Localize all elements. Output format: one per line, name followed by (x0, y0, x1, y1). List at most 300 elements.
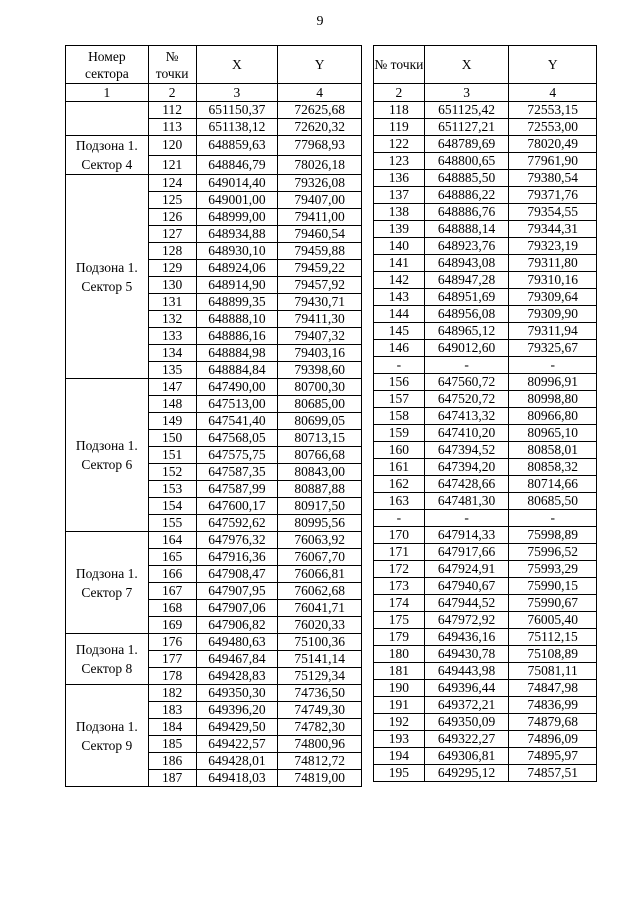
y-value: - (509, 357, 597, 374)
point-no: 183 (148, 702, 196, 719)
y-value: 80887,88 (278, 481, 362, 498)
y-value: 74800,96 (278, 736, 362, 753)
point-no: 151 (148, 447, 196, 464)
table-row (374, 476, 597, 493)
y-value: 80858,32 (509, 459, 597, 476)
x-value: 649306,81 (424, 748, 509, 765)
x-value: 649322,27 (424, 731, 509, 748)
point-no: 192 (374, 714, 425, 731)
point-no: 164 (148, 532, 196, 549)
table-row (66, 175, 362, 192)
point-no: 190 (374, 680, 425, 697)
x-value: 648884,84 (196, 362, 278, 379)
x-value: 647592,62 (196, 515, 278, 532)
y-value: 74782,30 (278, 719, 362, 736)
point-no: 140 (374, 238, 425, 255)
x-value: 647917,66 (424, 544, 509, 561)
x-value: 649295,12 (424, 765, 509, 782)
x-value: 647490,00 (196, 379, 278, 396)
x-value: 647413,32 (424, 408, 509, 425)
x-value: 649350,30 (196, 685, 278, 702)
x-value: 647394,20 (424, 459, 509, 476)
sector-label: Подзона 1. Сектор 9 (66, 685, 149, 787)
col-number: 3 (196, 84, 278, 102)
y-value: 76062,68 (278, 583, 362, 600)
x-value: 648789,69 (424, 136, 509, 153)
y-value: 75993,29 (509, 561, 597, 578)
point-no: 176 (148, 634, 196, 651)
x-value: 648951,69 (424, 289, 509, 306)
x-value: 648888,10 (196, 311, 278, 328)
y-value: 79311,80 (509, 255, 597, 272)
point-no: - (374, 510, 425, 527)
point-no: 143 (374, 289, 425, 306)
table-row (374, 374, 597, 391)
point-no: 193 (374, 731, 425, 748)
point-no: 179 (374, 629, 425, 646)
point-no: 112 (148, 102, 196, 119)
y-value: 74812,72 (278, 753, 362, 770)
y-value: 79407,00 (278, 192, 362, 209)
sector-label (66, 102, 149, 136)
point-no: 195 (374, 765, 425, 782)
y-value: 76020,33 (278, 617, 362, 634)
point-no: 159 (374, 425, 425, 442)
table-row (66, 102, 362, 119)
y-value: 79407,32 (278, 328, 362, 345)
y-value: 79411,30 (278, 311, 362, 328)
y-value: 80714,66 (509, 476, 597, 493)
page-number: 9 (316, 14, 324, 29)
x-value: 648846,79 (196, 155, 278, 175)
point-no: 149 (148, 413, 196, 430)
y-value: 72620,32 (278, 119, 362, 136)
point-no: 133 (148, 328, 196, 345)
x-value: 648914,90 (196, 277, 278, 294)
y-value: 75998,89 (509, 527, 597, 544)
x-value: 648965,12 (424, 323, 509, 340)
point-no: 113 (148, 119, 196, 136)
y-value: 80966,80 (509, 408, 597, 425)
point-no: 119 (374, 119, 425, 136)
point-no: 120 (148, 136, 196, 156)
y-value: 74847,98 (509, 680, 597, 697)
table-row (374, 561, 597, 578)
y-value: 72553,15 (509, 102, 597, 119)
y-value: 79310,16 (509, 272, 597, 289)
x-value: 648886,76 (424, 204, 509, 221)
sector-label: Подзона 1. Сектор 7 (66, 532, 149, 634)
x-value: 649429,50 (196, 719, 278, 736)
x-value: 648956,08 (424, 306, 509, 323)
col-number: 3 (424, 84, 509, 102)
x-value: 649012,60 (424, 340, 509, 357)
x-value: 647575,75 (196, 447, 278, 464)
table-row (66, 685, 362, 702)
point-no: 127 (148, 226, 196, 243)
y-value: 74895,97 (509, 748, 597, 765)
x-value: 649480,63 (196, 634, 278, 651)
x-value: 649436,16 (424, 629, 509, 646)
table-row (374, 646, 597, 663)
x-value: 648886,22 (424, 187, 509, 204)
point-no: 125 (148, 192, 196, 209)
y-value: 80965,10 (509, 425, 597, 442)
x-value: 648934,88 (196, 226, 278, 243)
y-value: 79380,54 (509, 170, 597, 187)
x-value: 647394,52 (424, 442, 509, 459)
y-value: 80995,56 (278, 515, 362, 532)
x-value: 648886,16 (196, 328, 278, 345)
y-value: 80685,00 (278, 396, 362, 413)
point-no: 182 (148, 685, 196, 702)
point-no: 134 (148, 345, 196, 362)
point-no: 130 (148, 277, 196, 294)
table-row (374, 238, 597, 255)
x-value: 649430,78 (424, 646, 509, 663)
col-number: 1 (66, 84, 149, 102)
point-no: 158 (374, 408, 425, 425)
table-row (374, 187, 597, 204)
y-value: 80699,05 (278, 413, 362, 430)
y-value: 74736,50 (278, 685, 362, 702)
table-row (374, 340, 597, 357)
point-no: 166 (148, 566, 196, 583)
point-no: 139 (374, 221, 425, 238)
point-no: 178 (148, 668, 196, 685)
point-no: 163 (374, 493, 425, 510)
x-value: 649422,57 (196, 736, 278, 753)
x-value: 648884,98 (196, 345, 278, 362)
y-value: 79325,67 (509, 340, 597, 357)
point-no: 146 (374, 340, 425, 357)
y-value: 79430,71 (278, 294, 362, 311)
y-value: 79457,92 (278, 277, 362, 294)
table-row (374, 595, 597, 612)
table-row (374, 323, 597, 340)
y-value: 75129,34 (278, 668, 362, 685)
y-value: 80700,30 (278, 379, 362, 396)
table-row (66, 379, 362, 396)
y-value: 79459,88 (278, 243, 362, 260)
y-value: 79344,31 (509, 221, 597, 238)
table-row (66, 634, 362, 651)
point-no: 175 (374, 612, 425, 629)
point-no: 135 (148, 362, 196, 379)
table-row (374, 391, 597, 408)
point-no: 122 (374, 136, 425, 153)
x-value: 647944,52 (424, 595, 509, 612)
point-no: 174 (374, 595, 425, 612)
y-value: 75996,52 (509, 544, 597, 561)
table-row (374, 510, 597, 527)
header-point-no: № точки (148, 46, 196, 84)
x-value: 647906,82 (196, 617, 278, 634)
y-value: 76067,70 (278, 549, 362, 566)
point-no: 124 (148, 175, 196, 192)
y-value: 75108,89 (509, 646, 597, 663)
table-row (374, 272, 597, 289)
x-value: 647428,66 (424, 476, 509, 493)
table-row (374, 612, 597, 629)
point-no: 186 (148, 753, 196, 770)
point-no: 181 (374, 663, 425, 680)
x-value: 648930,10 (196, 243, 278, 260)
y-value: 76041,71 (278, 600, 362, 617)
x-value: 649372,21 (424, 697, 509, 714)
point-no: 161 (374, 459, 425, 476)
point-no: 194 (374, 748, 425, 765)
col-number: 4 (278, 84, 362, 102)
x-value: 647587,99 (196, 481, 278, 498)
y-value: 80858,01 (509, 442, 597, 459)
y-value: 79326,08 (278, 175, 362, 192)
y-value: 72625,68 (278, 102, 362, 119)
x-value: 649001,00 (196, 192, 278, 209)
point-no: 141 (374, 255, 425, 272)
table-row (374, 663, 597, 680)
table-row (374, 255, 597, 272)
x-value: 649467,84 (196, 651, 278, 668)
point-no: 157 (374, 391, 425, 408)
x-value: 647541,40 (196, 413, 278, 430)
table-row (374, 493, 597, 510)
x-value: 649428,01 (196, 753, 278, 770)
x-value: 647560,72 (424, 374, 509, 391)
x-value: 649350,09 (424, 714, 509, 731)
table-row (374, 680, 597, 697)
table-row (374, 289, 597, 306)
table-row (374, 306, 597, 323)
y-value: 79403,16 (278, 345, 362, 362)
y-value: 76066,81 (278, 566, 362, 583)
point-no: 136 (374, 170, 425, 187)
x-value: 647410,20 (424, 425, 509, 442)
table-row (374, 629, 597, 646)
x-value: 647907,95 (196, 583, 278, 600)
col-number: 2 (374, 84, 425, 102)
y-value: 79309,90 (509, 306, 597, 323)
x-value: 648924,06 (196, 260, 278, 277)
x-value: 647924,91 (424, 561, 509, 578)
y-value: 75100,36 (278, 634, 362, 651)
x-value: 647940,67 (424, 578, 509, 595)
y-value: 79371,76 (509, 187, 597, 204)
y-value: 78020,49 (509, 136, 597, 153)
x-value: 647908,47 (196, 566, 278, 583)
point-no: 132 (148, 311, 196, 328)
table-row (374, 204, 597, 221)
y-value: 79354,55 (509, 204, 597, 221)
y-value: 79309,64 (509, 289, 597, 306)
x-value: 651138,12 (196, 119, 278, 136)
x-value: 648923,76 (424, 238, 509, 255)
y-value: 75141,14 (278, 651, 362, 668)
point-no: 121 (148, 155, 196, 175)
point-no: 152 (148, 464, 196, 481)
header-sector: Номер сектора (66, 46, 149, 84)
y-value: 74819,00 (278, 770, 362, 787)
table-row (374, 442, 597, 459)
x-value: 647568,05 (196, 430, 278, 447)
table-row (374, 102, 597, 119)
y-value: 77961,90 (509, 153, 597, 170)
point-no: 180 (374, 646, 425, 663)
table-row (374, 544, 597, 561)
header-y: Y (509, 46, 597, 84)
y-value: 78026,18 (278, 155, 362, 175)
point-no: 144 (374, 306, 425, 323)
point-no: 118 (374, 102, 425, 119)
x-value: 648859,63 (196, 136, 278, 156)
col-number: 2 (148, 84, 196, 102)
point-no: 123 (374, 153, 425, 170)
point-no: 155 (148, 515, 196, 532)
point-no: 171 (374, 544, 425, 561)
table-row (374, 697, 597, 714)
y-value: 74857,51 (509, 765, 597, 782)
header-y: Y (278, 46, 362, 84)
y-value: 80843,00 (278, 464, 362, 481)
point-no: 177 (148, 651, 196, 668)
point-no: 172 (374, 561, 425, 578)
x-value: - (424, 357, 509, 374)
x-value: 649014,40 (196, 175, 278, 192)
x-value: 647972,92 (424, 612, 509, 629)
table-row (66, 532, 362, 549)
table-row (374, 459, 597, 476)
point-no: 154 (148, 498, 196, 515)
point-no: 168 (148, 600, 196, 617)
table-row (374, 714, 597, 731)
x-value: 651125,42 (424, 102, 509, 119)
table-row (374, 748, 597, 765)
y-value: 79459,22 (278, 260, 362, 277)
x-value: 647587,35 (196, 464, 278, 481)
x-value: 648947,28 (424, 272, 509, 289)
point-no: 142 (374, 272, 425, 289)
x-value: 649396,20 (196, 702, 278, 719)
point-no: 138 (374, 204, 425, 221)
col-number: 4 (509, 84, 597, 102)
y-value: 80917,50 (278, 498, 362, 515)
y-value: 75112,15 (509, 629, 597, 646)
x-value: 647907,06 (196, 600, 278, 617)
x-value: 649443,98 (424, 663, 509, 680)
table-row (374, 408, 597, 425)
point-no: 170 (374, 527, 425, 544)
table-row (374, 527, 597, 544)
y-value: 80685,50 (509, 493, 597, 510)
point-no: 187 (148, 770, 196, 787)
y-value: 79411,00 (278, 209, 362, 226)
x-value: 651127,21 (424, 119, 509, 136)
point-no: 131 (148, 294, 196, 311)
x-value: 648800,65 (424, 153, 509, 170)
table-row (374, 153, 597, 170)
table-row (374, 170, 597, 187)
y-value: 79323,19 (509, 238, 597, 255)
point-no: 165 (148, 549, 196, 566)
x-value: 647481,30 (424, 493, 509, 510)
point-no: 150 (148, 430, 196, 447)
point-no: 162 (374, 476, 425, 493)
x-value: 647914,33 (424, 527, 509, 544)
header-point-no: № точки (374, 46, 425, 84)
point-no: - (374, 357, 425, 374)
table-row (374, 136, 597, 153)
y-value: 75990,67 (509, 595, 597, 612)
point-no: 184 (148, 719, 196, 736)
x-value: 649428,83 (196, 668, 278, 685)
y-value: - (509, 510, 597, 527)
y-value: 75081,11 (509, 663, 597, 680)
table-row (374, 731, 597, 748)
point-no: 129 (148, 260, 196, 277)
y-value: 76005,40 (509, 612, 597, 629)
y-value: 80998,80 (509, 391, 597, 408)
table-row (374, 578, 597, 595)
point-no: 185 (148, 736, 196, 753)
point-no: 145 (374, 323, 425, 340)
y-value: 74749,30 (278, 702, 362, 719)
left-coordinates-table (65, 45, 362, 787)
table-row (374, 119, 597, 136)
table-row (374, 425, 597, 442)
x-value: 649418,03 (196, 770, 278, 787)
point-no: 191 (374, 697, 425, 714)
point-no: 128 (148, 243, 196, 260)
x-value: 647976,32 (196, 532, 278, 549)
point-no: 147 (148, 379, 196, 396)
y-value: 80713,15 (278, 430, 362, 447)
x-value: 648999,00 (196, 209, 278, 226)
table-row (374, 221, 597, 238)
table-row (374, 765, 597, 782)
y-value: 74896,09 (509, 731, 597, 748)
x-value: 648899,35 (196, 294, 278, 311)
right-coordinates-table (373, 45, 597, 782)
point-no: 126 (148, 209, 196, 226)
table-row (374, 357, 597, 374)
y-value: 80766,68 (278, 447, 362, 464)
x-value: 648885,50 (424, 170, 509, 187)
sector-label: Подзона 1. Сектор 4 (66, 136, 149, 175)
point-no: 137 (374, 187, 425, 204)
y-value: 75990,15 (509, 578, 597, 595)
x-value: 647916,36 (196, 549, 278, 566)
x-value: 647600,17 (196, 498, 278, 515)
point-no: 173 (374, 578, 425, 595)
y-value: 79311,94 (509, 323, 597, 340)
x-value: 651150,37 (196, 102, 278, 119)
point-no: 148 (148, 396, 196, 413)
y-value: 76063,92 (278, 532, 362, 549)
point-no: 167 (148, 583, 196, 600)
y-value: 79398,60 (278, 362, 362, 379)
y-value: 74836,99 (509, 697, 597, 714)
y-value: 77968,93 (278, 136, 362, 156)
sector-label: Подзона 1. Сектор 5 (66, 175, 149, 379)
sector-label: Подзона 1. Сектор 6 (66, 379, 149, 532)
header-x: X (424, 46, 509, 84)
point-no: 153 (148, 481, 196, 498)
y-value: 72553,00 (509, 119, 597, 136)
table-row (66, 136, 362, 156)
header-x: X (196, 46, 278, 84)
sector-label: Подзона 1. Сектор 8 (66, 634, 149, 685)
point-no: 156 (374, 374, 425, 391)
